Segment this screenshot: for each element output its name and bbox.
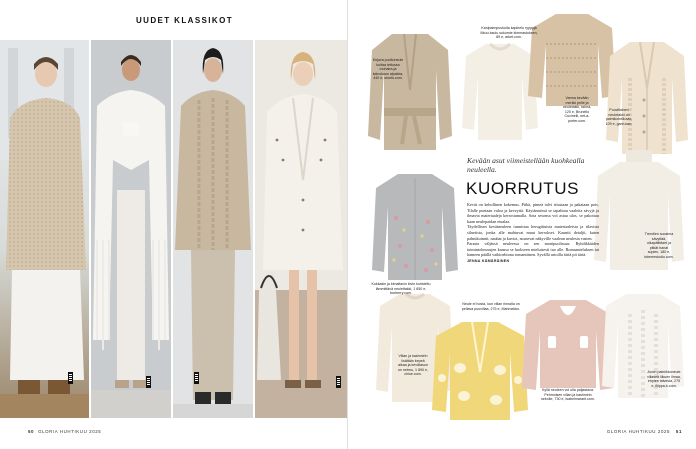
- product-cable-cardigan: [604, 38, 690, 158]
- look-number-tag: [68, 372, 73, 384]
- look-number-tag: [336, 376, 341, 388]
- product-caption: Kyllä neuleen voi ulla paljastava. Pehmoisen villan ja kashmirin sekoite, 730 e, isabelmarant.com.: [541, 388, 595, 402]
- model-figure-3: [173, 40, 253, 418]
- product-caption: Villan ja kashmirin lisätään kepeä aikaa ja kevätasun on netmu, 1 890 e, chloe.com.: [398, 354, 428, 377]
- page-number: 50: [28, 429, 35, 434]
- article-headline: KUORRUTUS: [466, 179, 580, 198]
- body-paragraph: Kevät on kehollinen kokemus. Pitkä, pimeä talvi riisutaan ja pakataan pois. Tilalle puetaan valoa ja keveyttä. Käytännössä se tapahtuu vaaleita sävyjä ja ilmavia materiaaleja kerrostamalla. Sota sesonsa voi astua ulos, se pakottuu kaan neulepaidan etualaa.: [467, 202, 599, 224]
- runway-photo-1: [0, 40, 89, 418]
- section-title: UUDET KLASSIKOT: [136, 16, 233, 25]
- folio-right: [607, 429, 682, 434]
- model-figure-4: [255, 40, 348, 418]
- product-caption: Puuvillainen neuletakki on palmikointikuvio, 109 e, gant.com.: [605, 108, 633, 126]
- body-paragraph: Parasta väljässä neuleessa on sen monipuolisuus. Ryhdikkäiden toimintohousujen kanssa se luokseen mieluisesti tuo alle. Romaanieluksen tai hameen päällä vaihtoehtona romanttinen. Syvällä urioilla tärtä pii tärtä.: [467, 241, 599, 258]
- article-body: [467, 202, 599, 265]
- product-caption: Kukkasin ja kimaltavin kivin koristeltu lämmittävä neulettakki, 1 650 e, burberry.com.: [371, 282, 431, 296]
- product-wrap-cardigan: [366, 30, 454, 154]
- body-paragraph: Täydellisen kevätneuleen tunnistaa herugittuista materiaaleista ja tilavista siluetista, jonka alle mahtuvat muut kerrokset. Kauniit detaljit, kuten palmikoinnit, nauhat ja kuviot, nousevat näkyville vaalean neulesta vasten.: [467, 224, 599, 241]
- product-caption: Varma kevään merkki pelle ja neuletakki, tahna, 120 e, Brunello Cucinelli, net-a-porter.com.: [562, 96, 592, 123]
- product-caption: Kirjava puoltoneule kultaa tettussa mohaira-ja kalvokaun alpakka, 440 e, shorts.com.: [372, 58, 404, 81]
- model-figure-1: [0, 40, 89, 418]
- product-caption: Avoin palmikkoneule villaseä liikuen ilmaa, ehpien talvesta, 275 e, filippa-k.com.: [647, 370, 681, 388]
- folio-text: GLORIA HUHTIKUU 2025: [38, 429, 102, 434]
- runway-photo-4: [255, 40, 348, 418]
- product-grey-embellished-cardigan: [370, 170, 460, 284]
- product-caption: Neule ei hosta, kun villan rinnalla on pellava puuvillaa, 275 e, Marimekko.: [461, 302, 521, 311]
- page-number: 51: [675, 429, 682, 434]
- product-caption: Trendien suosima sävyttää, olkapäittäset ja pitkät hanat sopien, 180 e, totemestudio.com.: [644, 232, 674, 259]
- folio-left: [28, 429, 101, 434]
- runway-photo-2: [91, 40, 171, 418]
- model-figure-2: [91, 40, 171, 418]
- folio-text: GLORIA HUHTIKUU 2025: [606, 429, 671, 434]
- product-yellow-cardigan: [430, 318, 530, 424]
- look-number-tag: [194, 372, 199, 384]
- product-caption: Kanipaimpuskuita kapinelu ryppyjä liikuu kaulu sukumie kimmastuksen, 89 e, arket.com.: [480, 26, 538, 40]
- look-number-tag: [146, 376, 151, 388]
- article-kicker: Kevään asut viimeistellään kuohkealla neuleella.: [467, 156, 585, 174]
- runway-photo-3: [173, 40, 253, 418]
- article-byline: JENNA KÄMÄRÄINEN: [467, 258, 510, 263]
